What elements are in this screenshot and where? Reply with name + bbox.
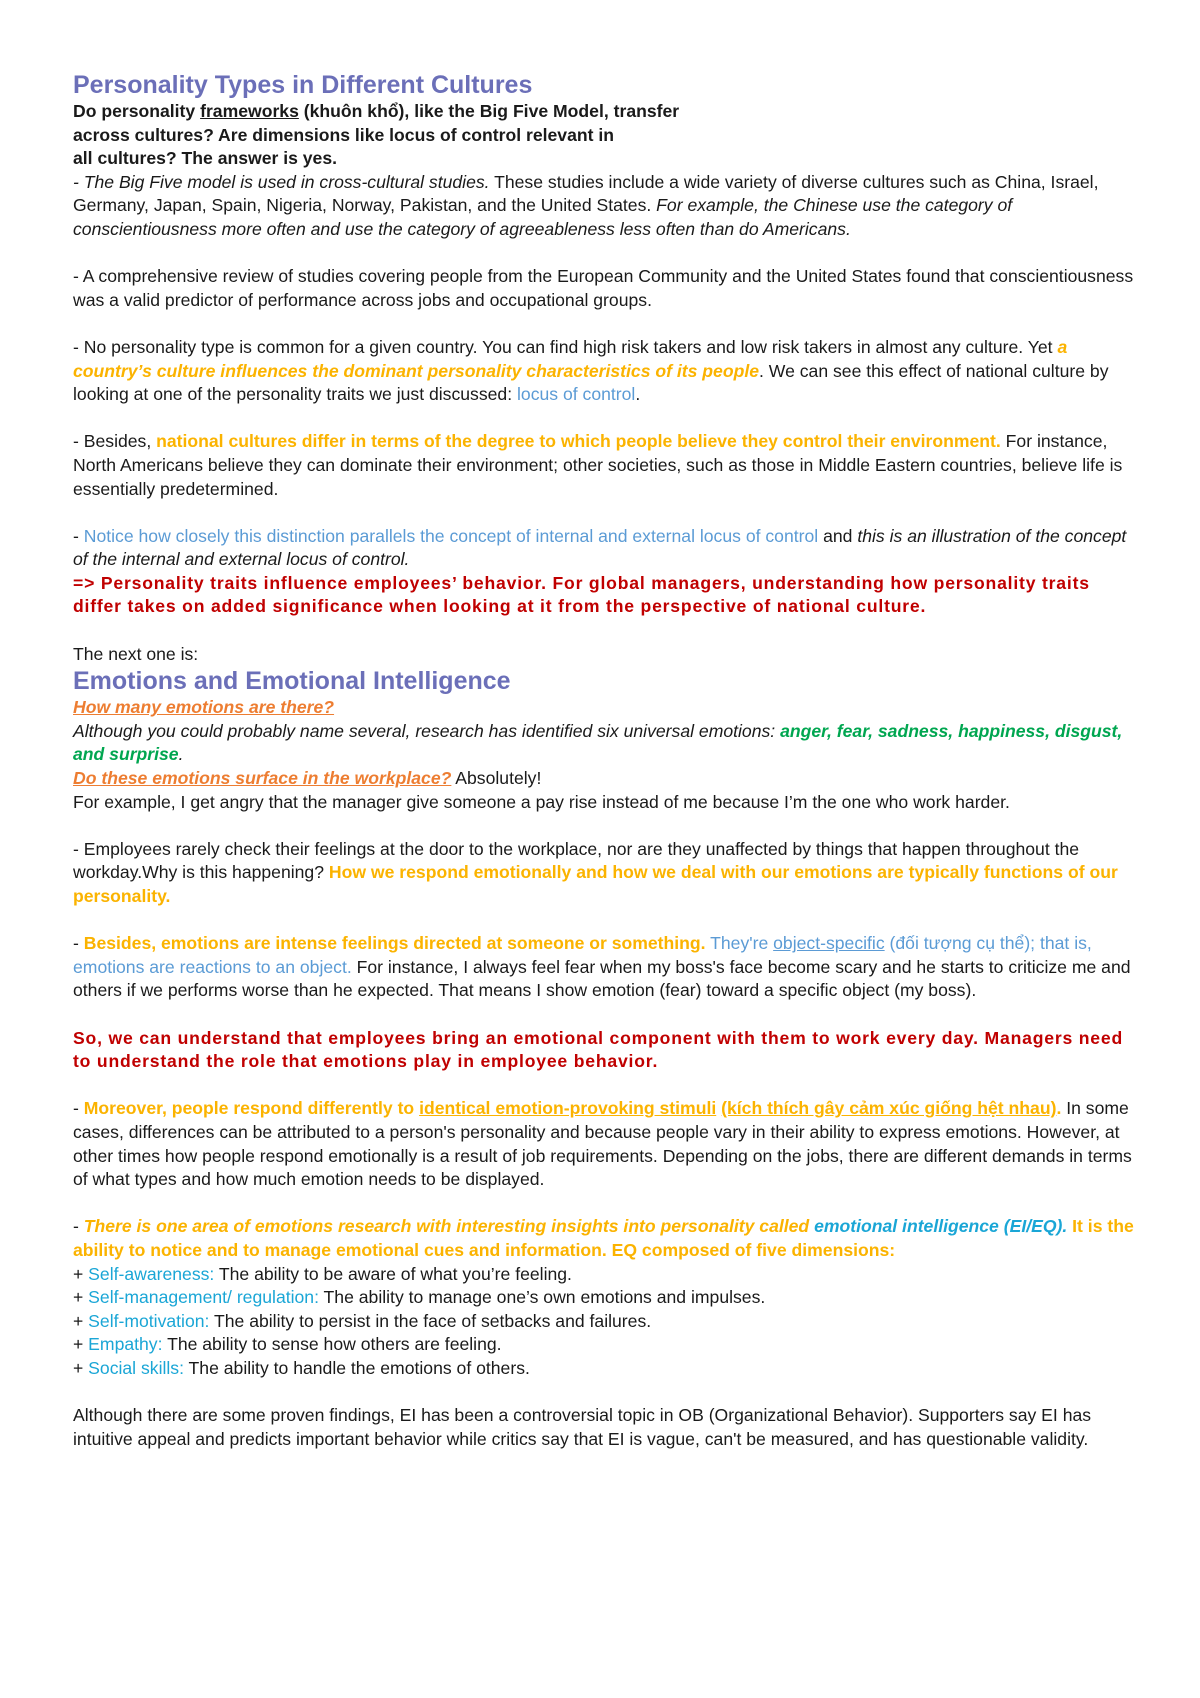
paragraph-notice: - Notice how closely this distinction parallels the concept of internal and external locus of control and this is an illustration of the concept of the internal and external locus of control. <box>73 525 1127 570</box>
paragraph-big-five: - The Big Five model is used in cross-cultural studies. These studies include a wide variety of diverse cultures such as China, Israel, Germany, Japan, Spain, Nigeria, Norway, Pakistan, and the United States. For example, the Chinese use the category of conscientiousness more often and use the category of agreeableness less often than do Americans. <box>73 171 1099 239</box>
paragraph-ei-controversy: Although there are some proven findings, EI has been a controversial topic in OB (Organizational Behavior). Supporters say EI has intuitive appeal and predicts important behavior while critics say that EI is vague, can't be measured, and has questionable validity. <box>73 1405 1092 1449</box>
ei-dimension: + Empathy: The ability to sense how others are feeling. <box>73 1334 502 1355</box>
section-title-emotions: Emotions and Emotional Intelligence <box>73 667 511 696</box>
question-line-3: all cultures? The answer is yes. <box>73 148 338 169</box>
ei-dimension: + Self-motivation: The ability to persist in the face of setbacks and failures. <box>73 1310 652 1331</box>
section-title-personality: Personality Types in Different Cultures <box>73 71 533 99</box>
paragraph-six-emotions: Although you could probably name several, research has identified six universal emotions: anger, fear, sadness, happiness, disgust, and surprise. <box>73 720 1123 765</box>
ei-term: emotional intelligence (EI/EQ). <box>814 1216 1068 1237</box>
locus-of-control-term: locus of control <box>517 384 636 405</box>
question-line-2: across cultures? Are dimensions like locus of control relevant in <box>73 124 614 145</box>
question-how-many-emotions: How many emotions are there? <box>73 697 335 718</box>
highlight-culture: a country’s culture influences the dominant personality characteristics of its people <box>73 336 1068 381</box>
conclusion-personality: => Personality traits influence employees’ behavior. For global managers, understanding how personality traits differ takes on added significance when looking at it from the perspective of national culture. <box>73 572 1090 617</box>
question-workplace: Do these emotions surface in the workplace? Absolutely! <box>73 768 542 789</box>
example-anger: For example, I get angry that the manager give someone a pay rise instead of me because I’m the one who work harder. <box>73 791 1010 812</box>
question-frameworks: Do personality frameworks (khuôn khổ), like the Big Five Model, transfer <box>73 101 680 121</box>
highlight-national-cultures: national cultures differ in terms of the degree to which people believe they control their environment. <box>156 431 1001 452</box>
stimuli-term: identical emotion-provoking stimuli <box>419 1098 717 1119</box>
ei-dimension: + Social skills: The ability to handle the emotions of others. <box>73 1357 530 1378</box>
frameworks-term: frameworks <box>200 101 299 121</box>
ei-dimension: + Self-awareness: The ability to be aware of what you’re feeling. <box>73 1263 572 1284</box>
paragraph-ei-intro: - There is one area of emotions research with interesting insights into personality called emotional intelligence (EI/EQ). It is the ability to notice and to manage emotional cues and information. EQ composed of five dimensions: <box>73 1216 1134 1260</box>
object-specific-term: object-specific <box>773 933 885 954</box>
paragraph-national-cultures: - Besides, national cultures differ in terms of the degree to which people believe they control their environment. For instance, North Americans believe they can dominate their environment; other societies, such as those in Middle Eastern countries, believe life is essentially predetermined. <box>73 431 1123 499</box>
emotion-list: anger, fear, sadness, happiness, disgust, and surprise <box>73 720 1123 765</box>
paragraph-country-culture: - No personality type is common for a given country. You can find high risk takers and low risk takers in almost any culture. Yet a country’s culture influences the dominant personality characteristics of its people. We can see this effect of national culture by looking at one of the personality traits we just discussed: locus of control. <box>73 336 1109 405</box>
conclusion-emotions: So, we can understand that employees bring an emotional component with them to work every day. Managers need to understand the role that emotions play in employee behavior. <box>73 1027 1124 1072</box>
paragraph-review: - A comprehensive review of studies covering people from the European Community and the United States found that conscientiousness was a valid predictor of performance across jobs and occupational groups. <box>73 266 1134 310</box>
paragraph-stimuli: - Moreover, people respond differently to identical emotion-provoking stimuli (kích thích gây cảm xúc giống hệt nhau). In some cases, differences can be attributed to a person's personality and because people vary in their ability to express emotions. However, at other times how people respond emotionally is a result of job requirements. Depending on the jobs, there are different demands in terms of what types and how much emotion needs to be displayed. <box>73 1098 1132 1190</box>
paragraph-employees-feelings: - Employees rarely check their feelings at the door to the workplace, nor are they unaffected by things that happen throughout the workday.Why is this happening? How we respond emotionally and how we deal with our emotions are typically functions of our personality. <box>73 838 1118 906</box>
transition-text: The next one is: <box>73 643 199 664</box>
ei-dimension: + Self-management/ regulation: The ability to manage one’s own emotions and impulses. <box>73 1287 766 1308</box>
paragraph-object-specific: - Besides, emotions are intense feelings directed at someone or something. They're object-specific (đối tượng cụ thể); that is, emotions are reactions to an object. For instance, I always feel fear when my boss's face become scary and he starts to criticize me and others if we performs worse than he expected. That means I show emotion (fear) toward a specific object (my boss). <box>73 933 1131 1001</box>
